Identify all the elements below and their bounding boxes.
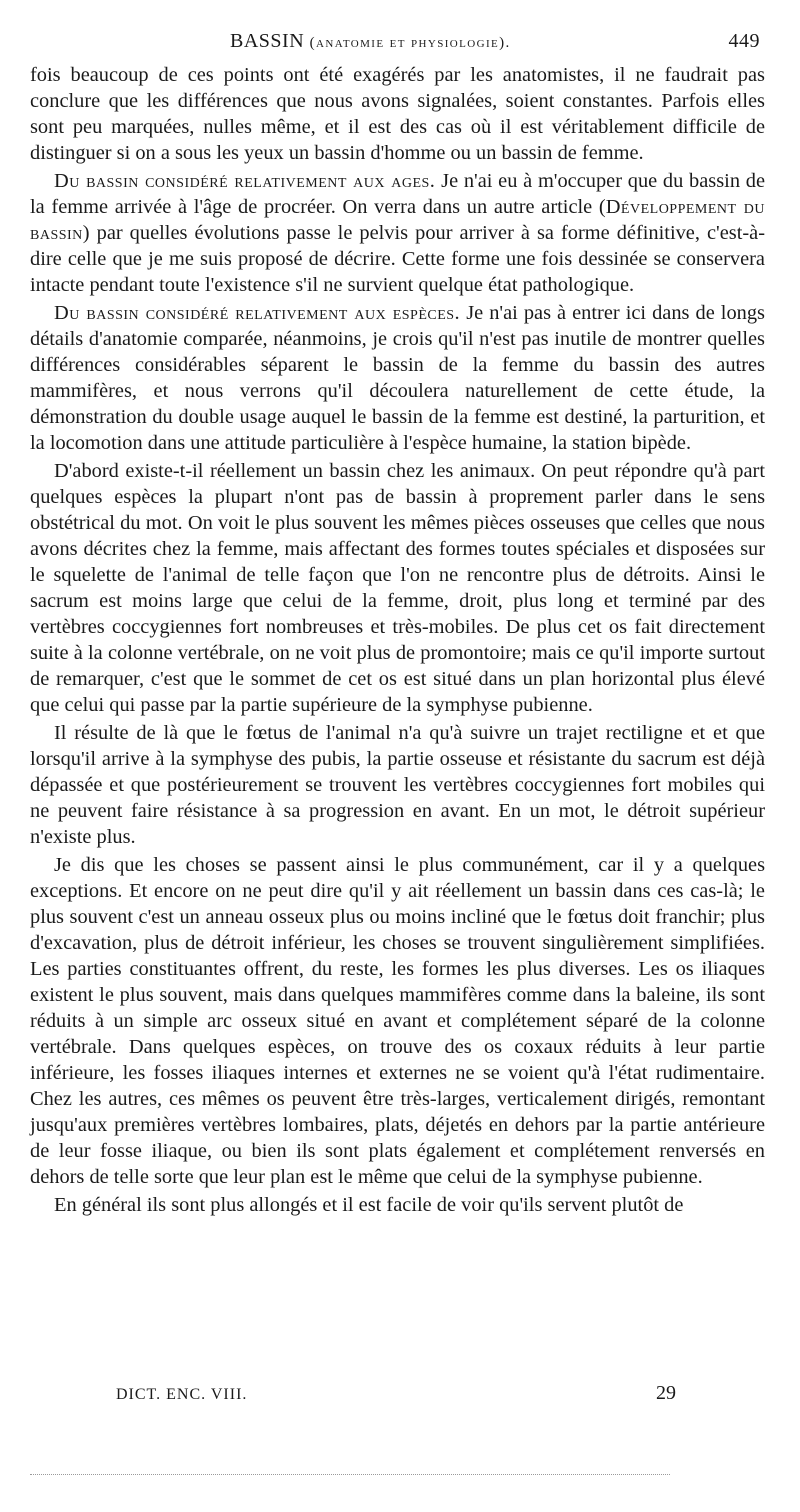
page-number: 449 <box>728 30 760 52</box>
section-heading-ages: Du bassin considéré relativement aux ages. <box>54 170 436 192</box>
signature-mark: DICT. ENC. VIII. <box>116 1386 248 1403</box>
paragraph-text: Je n'ai eu à m'occuper que du bassin de la femme arrivée à l'âge de procréer. On verra dans un autre article ( <box>30 170 766 218</box>
paragraph-text: Je n'ai pas à entrer ici dans de longs détails d'anatomie comparée, néanmoins, je crois qu'il n'est pas inutile de montrer quelles différences considérables séparent le bassin de la femme du bassin des autres mammifères, et nous verrons qu'il découlera naturellement de cette étude, la démonstration du double usage auquel le bassin de la femme est destiné, la parturition, et la locomotion dans une attitude particulière à l'espèce humaine, la station bipède. <box>30 302 765 454</box>
paragraph-text: Je dis que les choses se passent ainsi le plus communément, car il y a quelques exceptions. Et encore on ne peut dire qu'il y ait réellement un bassin dans ces cas-là; le plus souvent c'est un anneau osseux plus ou moins incliné que le fœtus doit franchir; plus d'excavation, plus de détroit inférieur, les choses se trouvent singulièrement simplifiées. Les parties constituantes offrent, du reste, les formes les plus diverses. Les os iliaques existent le plus souvent, mais dans quelques mammifères comme dans la baleine, ils sont réduits à un simple arc osseux situé en avant et complétement séparé de la colonne vertébrale. Dans quelques espèces, on trouve des os coxaux réduits à leur partie inférieure, les fosses iliaques internes et externes ne se voient qu'à l'état rudimentaire. Chez les autres, ces mêmes os peuvent être très-larges, verticalement dirigés, remontant jusqu'aux premières vertèbres lombaires, plats, déjetés en dehors par la partie antérieure de leur fosse iliaque, ou bien ils sont plats également et complétement renversés en dehors de telle sorte que leur plan est le même que celui de la symphyse pubienne. <box>30 854 765 1188</box>
paragraph <box>30 852 765 1190</box>
running-head <box>30 30 760 60</box>
dotted-rule <box>30 1474 670 1475</box>
paragraph <box>30 458 765 718</box>
running-title-sub: (anatomie et physiologie). <box>309 35 511 51</box>
paragraph-ages <box>30 168 765 298</box>
paragraph-continued <box>30 62 765 166</box>
cross-reference: Développement du bassin <box>30 196 765 244</box>
section-heading-especes: Du bassin considéré relativement aux espèces. <box>54 302 461 324</box>
paragraph <box>30 720 765 850</box>
article-body <box>30 62 765 1218</box>
sheet-number: 29 <box>656 1382 676 1404</box>
running-title-main: BASSIN <box>230 30 305 52</box>
paragraph-text: fois beaucoup de ces points ont été exagérés par les anatomistes, il ne faudrait pas conclure que les différences que nous avons signalées, soient constantes. Parfois elles sont peu marquées, nulles même, et il est des cas où il est véritablement difficile de distinguer si on a sous les yeux un bassin d'homme ou un bassin de femme. <box>30 64 765 164</box>
paragraph-last <box>30 1192 765 1218</box>
paragraph-text: Il résulte de là que le fœtus de l'animal n'a qu'à suivre un trajet rectiligne et et que lorsqu'il arrive à la symphyse des pubis, la partie osseuse et résistante du sacrum est déjà dépassée et que postérieurement se trouvent les vertèbres coccygiennes fort mobiles qui ne peuvent faire résistance à sa progression en avant. En un mot, le détroit supérieur n'existe plus. <box>30 722 765 848</box>
paragraph-text: En général ils sont plus allongés et il est facile de voir qu'ils servent plutôt de <box>54 1194 684 1216</box>
paragraph-especes <box>30 300 765 456</box>
paragraph-text: ) par quelles évolutions passe le pelvis pour arriver à sa forme définitive, c'est-à-dire celle que je me suis proposé de décrire. Cette forme une fois dessinée se conservera intacte pendant toute l'existence s'il ne survient quelque état pathologique. <box>30 222 765 296</box>
page-footer <box>30 1382 760 1406</box>
paragraph-text: D'abord existe-t-il réellement un bassin chez les animaux. On peut répondre qu'à part quelques espèces la plupart n'ont pas de bassin à proprement parler dans le sens obstétrical du mot. On voit le plus souvent les mêmes pièces osseuses que celles que nous avons décrites chez la femme, mais affectant des formes toutes spéciales et disposées sur le squelette de l'animal de telle façon que l'on ne rencontre plus de détroits. Ainsi le sacrum est moins large que celui de la femme, droit, plus long et terminé par des vertèbres coccygiennes fort nombreuses et très-mobiles. De plus cet os fait directement suite à la colonne vertébrale, on ne voit plus de promontoire; mais ce qu'il importe surtout de remarquer, c'est que le sommet de cet os est situé dans un plan horizontal plus élevé que celui qui passe par la partie supérieure de la symphyse pubienne. <box>30 460 765 716</box>
running-title <box>230 30 511 53</box>
